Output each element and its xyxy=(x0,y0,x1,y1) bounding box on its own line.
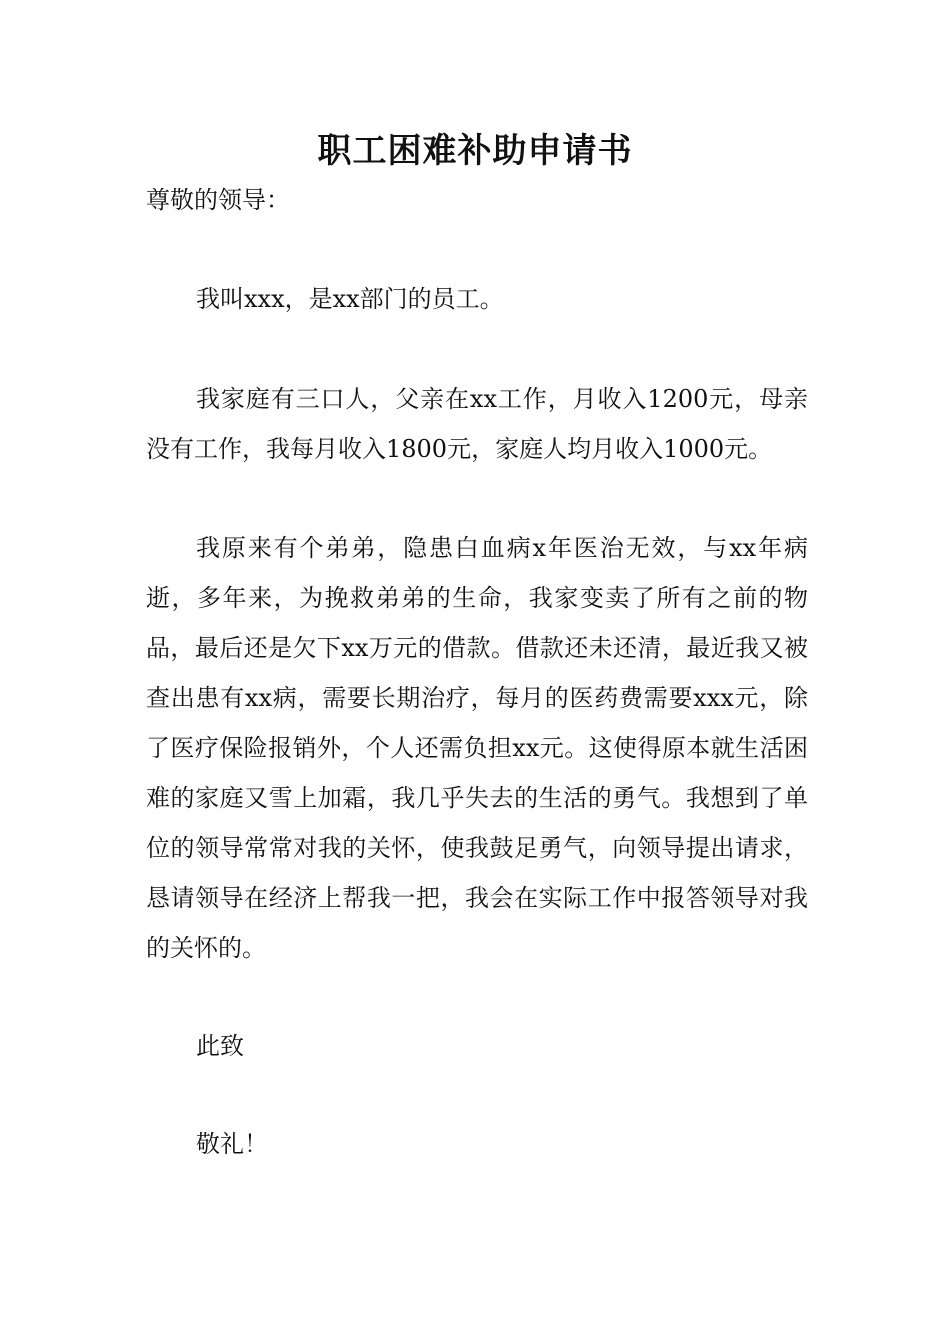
salutation: 尊敬的领导： xyxy=(146,186,290,214)
paragraph-family-income: 我家庭有三口人，父亲在xx工作，月收入1200元，母亲没有工作，我每月收入1800元，家庭人均月收入1000元。 xyxy=(146,385,808,463)
paragraph-intro: 我叫xxx，是xx部门的员工。 xyxy=(196,285,504,313)
closing-line: 此致 xyxy=(196,1032,244,1060)
paragraph-hardship: 我原来有个弟弟，隐患白血病x年医治无效，与xx年病逝，多年来，为挽救弟弟的生命，我家变卖了所有之前的物品，最后还是欠下xx万元的借款。借款还未还清，最近我又被查出患有xx病，需要长期治疗，每月的医药费需要xxx元，除了医疗保险报销外，个人还需负担xx元。这使得原本就生活困难的家庭又雪上加霜，我几乎失去的生活的勇气。我想到了单位的领导常常对我的关怀，使我鼓足勇气，向领导提出请求，恳请领导在经济上帮我一把，我会在实际工作中报答领导对我的关怀的。 xyxy=(146,534,808,962)
closing-salute: 敬礼！ xyxy=(196,1130,268,1158)
document-title: 职工困难补助申请书 xyxy=(317,131,633,171)
